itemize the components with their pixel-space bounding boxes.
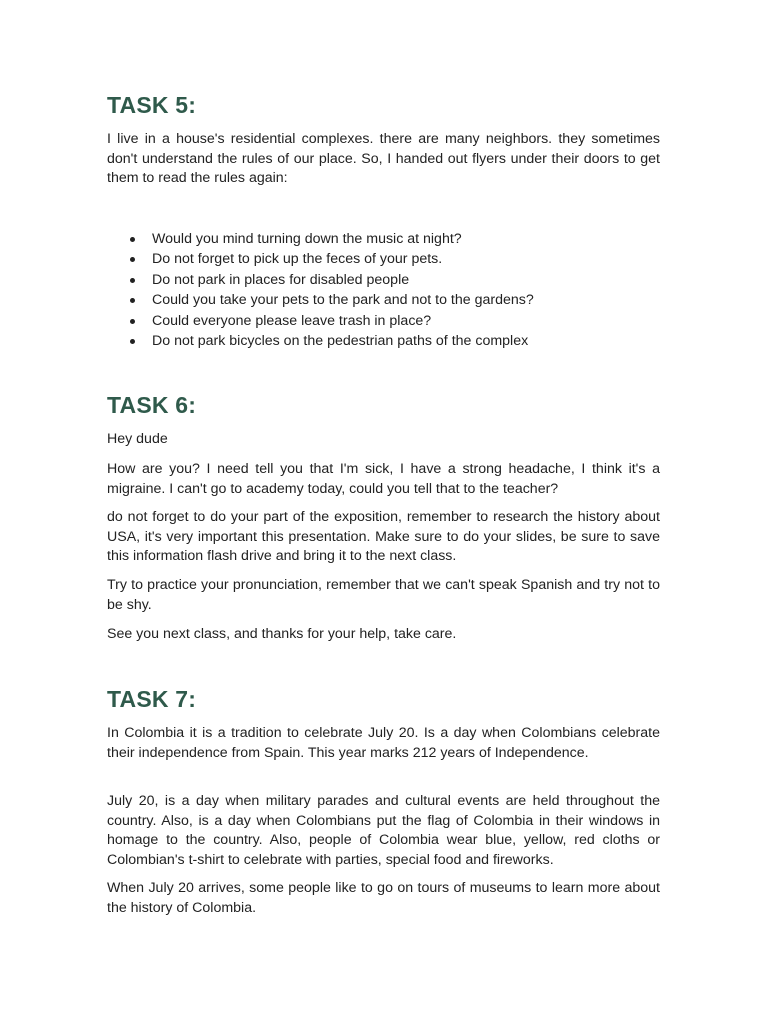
task6-paragraph-4: See you next class, and thanks for your help, take care.: [107, 626, 457, 642]
list-item: [107, 311, 534, 331]
task7-paragraph-2: July 20, is a day when military parades and cultural events are held throughout the country. Also, is a day when Colombians put the flag of Colombia in their windows in homage to the country. Also, people of Colombia wear blue, yellow, red cloths or Colombian's t-shirt to celebrate with parties, special food and fireworks.: [107, 793, 660, 868]
rule-text: Could everyone please leave trash in place?: [152, 312, 432, 329]
rule-text: Do not forget to pick up the feces of your pets.: [152, 251, 443, 268]
list-item: [107, 331, 534, 351]
rule-text: Do not park in places for disabled people: [152, 271, 410, 288]
list-item: [107, 270, 534, 290]
task5-rules-list: [107, 229, 534, 351]
list-item: [107, 290, 534, 310]
task6-heading: TASK 6:: [107, 392, 197, 418]
list-item: [107, 229, 534, 249]
task7-paragraph-1: In Colombia it is a tradition to celebrate July 20. Is a day when Colombians celebrate their independence from Spain. This year marks 212 years of Independence.: [107, 725, 660, 761]
task6-paragraph-3: Try to practice your pronunciation, remember that we can't speak Spanish and try not to be shy.: [107, 577, 660, 613]
task5-heading: TASK 5:: [107, 92, 197, 118]
list-item: [107, 249, 534, 269]
task7-heading: TASK 7:: [107, 686, 197, 712]
bullet-icon: [130, 237, 135, 242]
bullet-icon: [130, 278, 135, 283]
bullet-icon: [130, 319, 135, 324]
task7-paragraph-3: When July 20 arrives, some people like to go on tours of museums to learn more about the history of Colombia.: [107, 880, 660, 916]
bullet-icon: [130, 257, 135, 262]
bullet-icon: [130, 339, 135, 344]
rule-text: Do not park bicycles on the pedestrian paths of the complex: [152, 333, 529, 350]
bullet-icon: [130, 298, 135, 303]
rule-text: Would you mind turning down the music at night?: [152, 231, 462, 247]
task5-intro: I live in a house's residential complexes. there are many neighbors. they sometimes don't understand the rules of our place. So, I handed out flyers under their doors to get them to read the rules again:: [107, 131, 660, 186]
task6-greeting: Hey dude: [107, 431, 168, 447]
rule-text: Could you take your pets to the park and not to the gardens?: [152, 292, 534, 309]
task6-paragraph-2: do not forget to do your part of the exposition, remember to research the history about USA, it's very important this presentation. Make sure to do your slides, be sure to save this information flash drive and bring it to the next class.: [107, 509, 660, 564]
task6-paragraph-1: How are you? I need tell you that I'm sick, I have a strong headache, I think it's a migraine. I can't go to academy today, could you tell that to the teacher?: [107, 461, 660, 497]
